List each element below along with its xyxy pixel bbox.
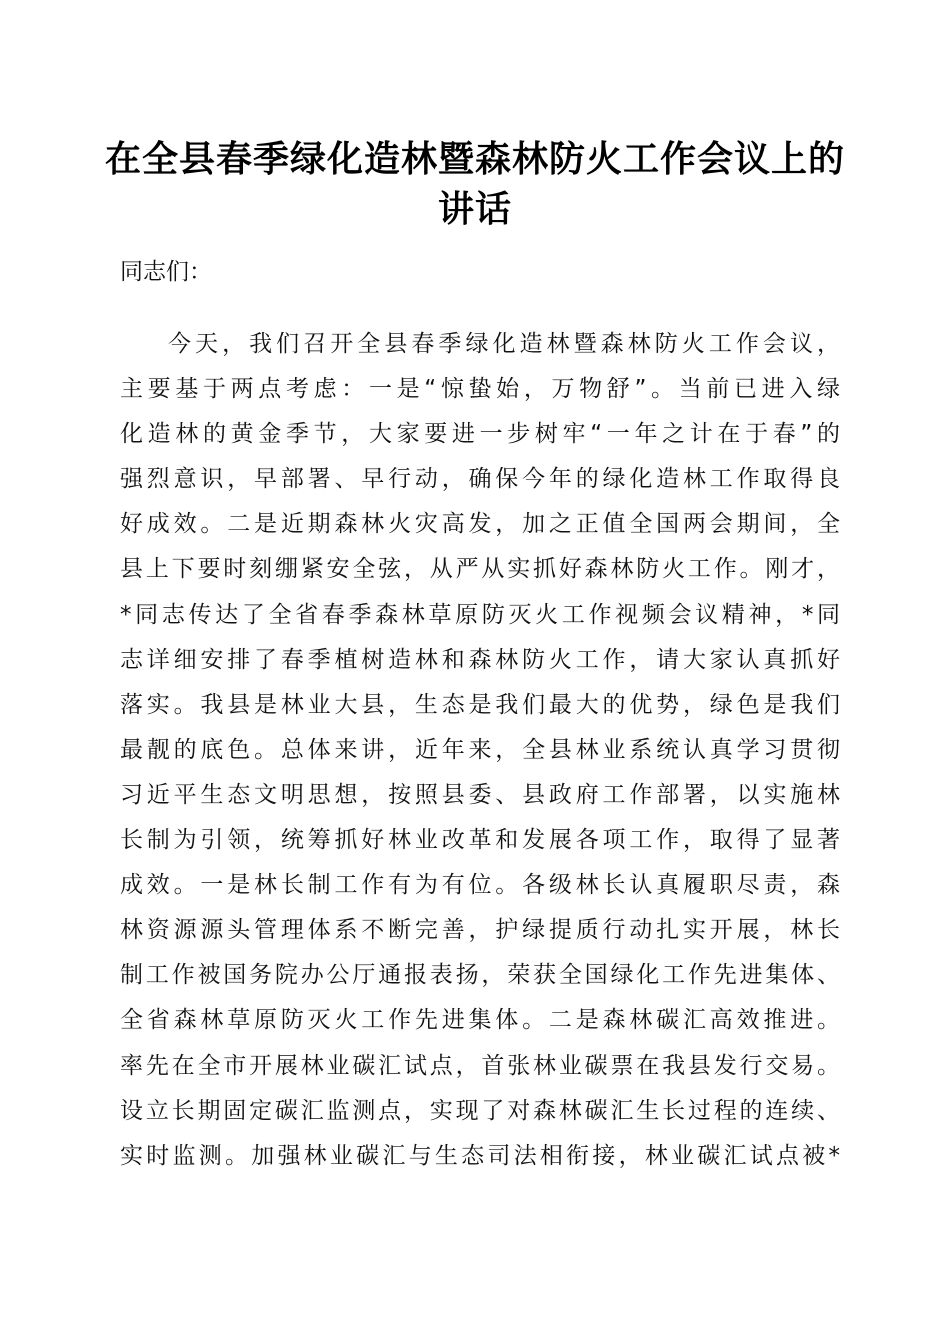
- body-line: 制工作被国务院办公厅通报表扬，荣获全国绿化工作先进集体、: [120, 962, 840, 989]
- body-line: 主要基于两点考虑：一是“惊蛰始，万物舒”。当前已进入绿: [120, 376, 840, 403]
- body-line: 县上下要时刻绷紧安全弦，从严从实抓好森林防火工作。刚才，: [120, 556, 840, 583]
- body-line: 化造林的黄金季节，大家要进一步树牢“一年之计在于春”的: [120, 421, 840, 448]
- body-line: 今天，我们召开全县春季绿化造林暨森林防火工作会议，: [168, 331, 840, 357]
- body-line: 林资源源头管理体系不断完善，护绿提质行动扎实开展，林长: [120, 917, 840, 944]
- body-line: 长制为引领，统筹抓好林业改革和发展各项工作，取得了显著: [120, 827, 840, 854]
- document-title: [100, 134, 850, 234]
- body-line: 全省森林草原防灭火工作先进集体。二是森林碳汇高效推进。: [120, 1007, 840, 1034]
- body-line: 习近平生态文明思想，按照县委、县政府工作部署，以实施林: [120, 781, 840, 808]
- body-line: 强烈意识，早部署、早行动，确保今年的绿化造林工作取得良: [120, 466, 840, 493]
- body-line: 成效。一是林长制工作有为有位。各级林长认真履职尽责，森: [120, 872, 840, 899]
- body-line: 最靓的底色。总体来讲，近年来，全县林业系统认真学习贯彻: [120, 736, 840, 763]
- body-line: *同志传达了全省春季森林草原防灭火工作视频会议精神，*同: [120, 601, 840, 628]
- body-line: 志详细安排了春季植树造林和森林防火工作，请大家认真抓好: [120, 646, 840, 673]
- body-line: 落实。我县是林业大县，生态是我们最大的优势，绿色是我们: [120, 691, 840, 718]
- body-paragraph: [120, 322, 840, 1179]
- body-line: 实时监测。加强林业碳汇与生态司法相衔接，林业碳汇试点被*: [120, 1142, 840, 1169]
- title-line: 讲话: [437, 188, 512, 230]
- title-line: 在全县春季绿化造林暨森林防火工作会议上的: [104, 138, 845, 180]
- body-line: 好成效。二是近期森林火灾高发，加之正值全国两会期间，全: [120, 511, 840, 538]
- body-line: 设立长期固定碳汇监测点，实现了对森林碳汇生长过程的连续、: [120, 1097, 840, 1124]
- body-line: 率先在全市开展林业碳汇试点，首张林业碳票在我县发行交易。: [120, 1052, 840, 1079]
- salutation: 同志们：: [120, 259, 212, 285]
